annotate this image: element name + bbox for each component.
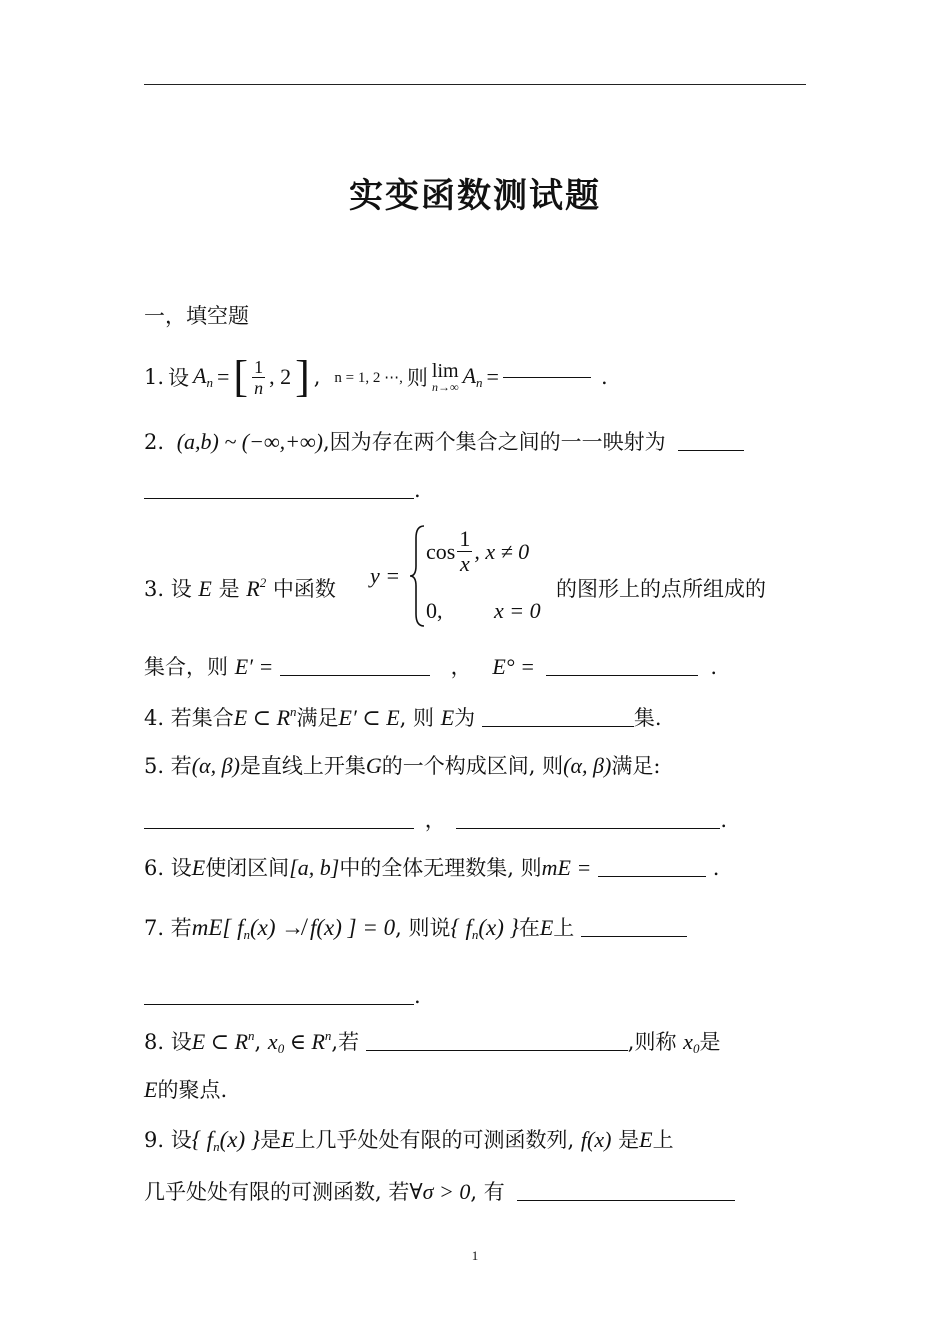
q3-y: y = bbox=[370, 563, 401, 588]
section-heading: 一，填空题 bbox=[144, 304, 249, 328]
q5-answer-blank-b[interactable] bbox=[456, 827, 720, 829]
q3-answer-blank-b[interactable] bbox=[546, 674, 698, 676]
q3-derived-set: E′ = bbox=[234, 654, 274, 679]
question-2-cont: . bbox=[144, 478, 421, 502]
q3-E: E bbox=[198, 576, 212, 601]
q1-fraction: $\frac{1}{n}$ bbox=[254, 356, 264, 398]
question-2 bbox=[144, 426, 744, 456]
q3-brace bbox=[408, 524, 428, 628]
q1-answer-blank[interactable] bbox=[503, 376, 591, 378]
question-9-cont: 几乎处处有限的可测函数, 若∀σ > 0, 有 bbox=[144, 1176, 735, 1206]
q3-number: 3. bbox=[144, 577, 165, 601]
question-9: 9. 设{ $f_n(x)$ }是E上几乎处处有限的可测函数列, f(x) 是E上 bbox=[144, 1127, 674, 1154]
q6-interval: [a, b] bbox=[289, 855, 340, 880]
question-3-line-b: 集合，则 E′ = ， E° = . bbox=[144, 654, 718, 679]
question-8-cont: E的聚点. bbox=[144, 1077, 228, 1102]
q5-pair: (α, β) bbox=[191, 753, 240, 778]
q6-measure: mE = bbox=[541, 855, 592, 880]
q2-answer-blank-b[interactable] bbox=[144, 497, 414, 499]
question-7-cont: . bbox=[144, 984, 421, 1008]
q5-answer-blank-a[interactable] bbox=[144, 827, 414, 829]
q8-answer-blank[interactable] bbox=[366, 1049, 628, 1051]
header-rule bbox=[144, 84, 806, 85]
q1-then: 则 bbox=[406, 366, 428, 390]
q3-case-2-value: 0, bbox=[426, 598, 443, 623]
question-3-line-a: 3. 设 E 是 $R^2$ 中函数 bbox=[144, 575, 336, 601]
q1-lead: 设 bbox=[168, 366, 190, 390]
page-number: 1 bbox=[471, 1248, 479, 1263]
q7-expr: mE[ $f_n(x)$ ↛ f(x) ] = 0 bbox=[191, 915, 396, 942]
question-6: 6. 设E使闭区间[a, b]中的全体无理数集, 则mE = . bbox=[144, 855, 720, 880]
q1-lim-set: $A_n$ bbox=[462, 363, 483, 390]
q4-expr-b: E′ ⊂ E bbox=[338, 705, 400, 730]
q3-tail: 的图形上的点所组成的 bbox=[556, 577, 766, 601]
q8-x0: $x_0$ bbox=[683, 1029, 700, 1056]
q1-interval-tail: , 2 bbox=[269, 364, 292, 389]
q7-seq: { $f_n(x)$ } bbox=[450, 915, 519, 942]
q4-answer-blank[interactable] bbox=[482, 725, 634, 727]
question-1: 1. 设 $A_n$ = [ $\frac{1}{n}$ , 2 ] , n = 1, 2 ⋯, 则 lim n→∞ $A_n$ = . bbox=[144, 352, 608, 401]
q3-answer-blank-a[interactable] bbox=[280, 674, 430, 676]
q1-limit: lim n→∞ bbox=[431, 360, 459, 394]
q8-expr-a: E ⊂ $R^n$ bbox=[191, 1028, 255, 1054]
q1-eq: = bbox=[217, 364, 230, 389]
q9-answer-blank[interactable] bbox=[517, 1199, 735, 1201]
page-title: 实变函数测试题 bbox=[349, 176, 601, 216]
q3-case-1: cos $\frac{1}{x}$ , x ≠ 0 bbox=[426, 526, 530, 576]
q3-R2: $R^2$ bbox=[246, 575, 267, 601]
question-7: 7. 若mE[ $f_n(x)$ ↛ f(x) ] = 0, 则说{ $f_n(x)$ }在E上 bbox=[144, 912, 687, 943]
question-4: 4. 若集合E ⊂ $R^n$满足E′ ⊂ E, 则 E为 集. bbox=[144, 704, 662, 730]
q1-range: n = 1, 2 ⋯, bbox=[334, 369, 403, 386]
q7-answer-blank-a[interactable] bbox=[581, 935, 687, 937]
q9-seq: { $f_n(x)$ } bbox=[191, 1127, 261, 1154]
q8-expr-b: $x_0$ ∈ $R^n$ bbox=[267, 1028, 332, 1056]
q2-text: ,因为存在两个集合之间的一一映射为 bbox=[323, 430, 666, 454]
q1-set: $A_n$ bbox=[193, 363, 213, 390]
q2-answer-blank-a[interactable] bbox=[678, 449, 744, 451]
question-5-cont: ， . bbox=[144, 804, 727, 834]
q3-interior: E° = bbox=[492, 654, 535, 679]
q9-f: f(x) bbox=[580, 1127, 612, 1152]
q2-number: 2. bbox=[144, 430, 165, 454]
q2-expr: (a,b) ~ (−∞,+∞) bbox=[176, 429, 323, 454]
q9-forall: ∀σ > 0 bbox=[409, 1179, 471, 1204]
q7-answer-blank-b[interactable] bbox=[144, 1003, 414, 1005]
q1-bracket-right: ] bbox=[295, 352, 310, 401]
q4-expr-a: E ⊂ $R^n$ bbox=[233, 704, 297, 730]
q1-bracket-left: [ bbox=[233, 352, 249, 401]
question-5: 5. 若(α, β)是直线上开集G的一个构成区间, 则(α, β)满足: bbox=[144, 753, 661, 778]
q1-number: 1. bbox=[144, 365, 165, 389]
q6-answer-blank[interactable] bbox=[598, 875, 706, 877]
q3-case-2-cond: x = 0 bbox=[494, 598, 541, 623]
question-8: 8. 设E ⊂ $R^n$, $x_0$ ∈ $R^n$,若 ,则称 $x_0$是 bbox=[144, 1028, 721, 1056]
